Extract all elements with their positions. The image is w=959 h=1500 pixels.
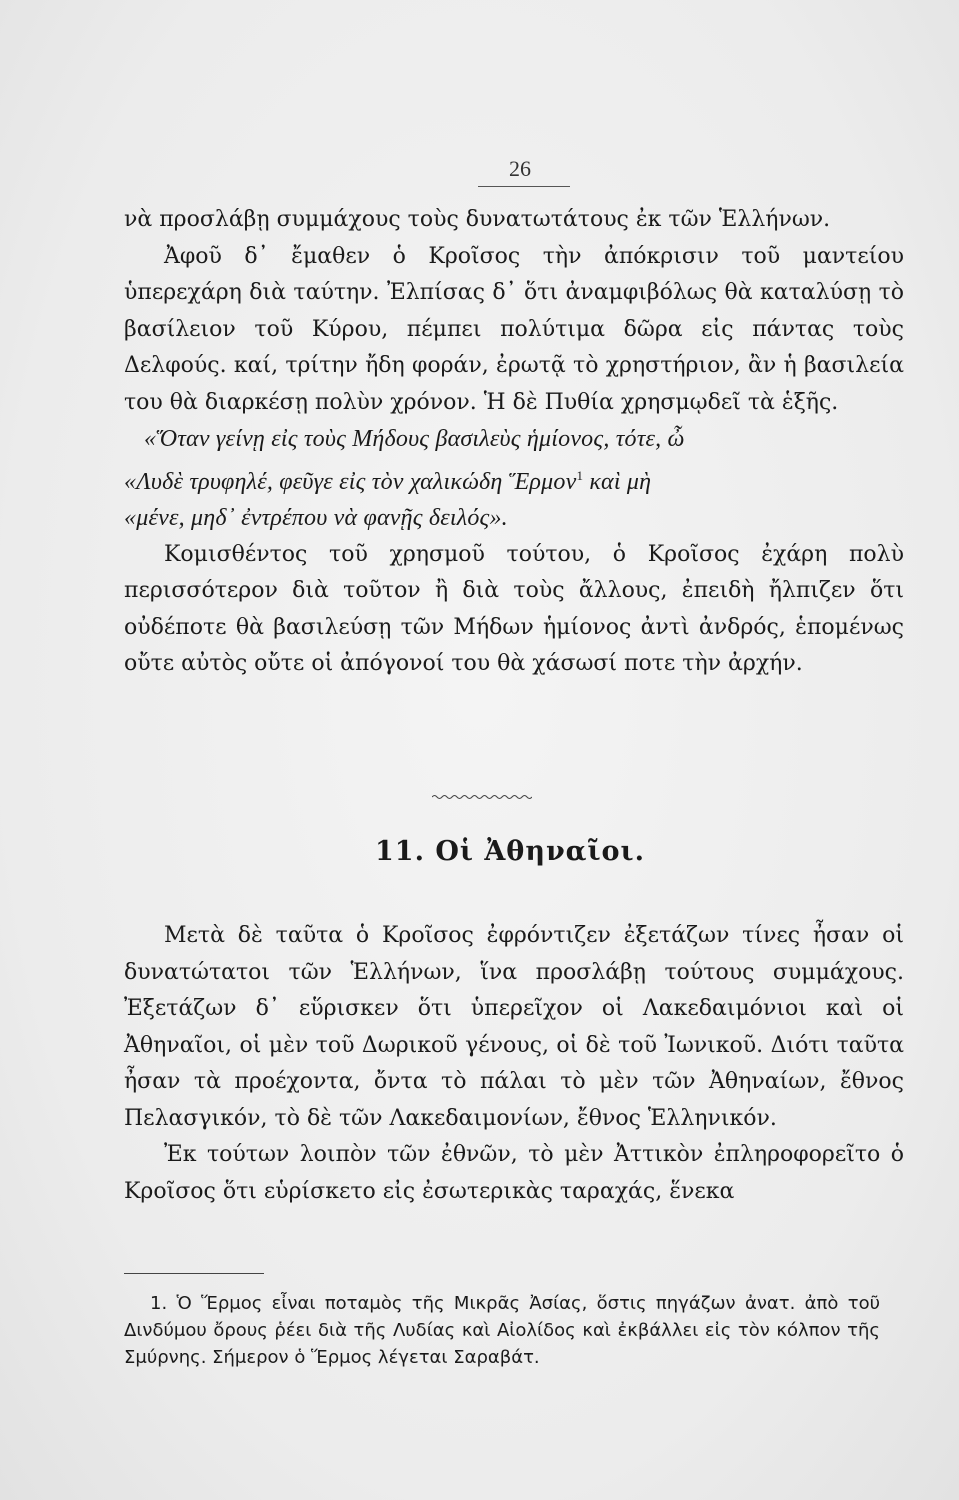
wavy-divider-ornament	[432, 793, 532, 801]
upper-text-block	[124, 202, 904, 683]
footnote-marker: 1	[576, 467, 584, 483]
oracle-line-2-text: «Λυδὲ τρυφηλέ, φεῦγε εἰς τὸν χαλικώδη Ἕρμον	[124, 468, 577, 495]
page-number: 26	[509, 156, 531, 181]
paragraph-attic-troubles: Ἐκ τούτων λοιπὸν τῶν ἐθνῶν, τὸ μὲν Ἀττικὸν ἐπληροφορεῖτο ὁ Κροῖσος ὅτι εὑρίσκετο εἰς ἐσωτερικὰς ταραχάς, ἕνεκα	[124, 1142, 904, 1204]
oracle-quote	[124, 421, 904, 537]
oracle-line-3: «μένε, μηδ᾽ ἐντρέπου νὰ φανῇς δειλός».	[124, 505, 508, 531]
paragraph-most-powerful-greeks: Μετὰ δὲ ταῦτα ὁ Κροῖσος ἐφρόντιζεν ἐξετάζων τίνες ἦσαν οἱ δυνατώτατοι τῶν Ἑλλήνων, ἵνα προσλάβῃ τούτους συμμάχους. Ἐξετάζων δ᾽ εὕρισκεν ὅτι ὑπερεῖχον οἱ Λακεδαιμόνιοι καὶ οἱ Ἀθηναῖοι, οἱ μὲν τοῦ Δωρικοῦ γένους, οἱ δὲ τοῦ Ἰωνικοῦ. Διότι ταῦτα ἦσαν τὰ προέχοντα, ὄντα τὸ πάλαι τὸ μὲν τῶν Ἀθηναίων, ἔθνος Πελασγικόν, τὸ δὲ τῶν Λακεδαιμονίων, ἔθνος Ἑλληνικόν.	[124, 923, 904, 1131]
footnote-1: 1. Ὁ Ἕρμος εἶναι ποταμὸς τῆς Μικρᾶς Ἀσίας, ὅστις πηγάζων ἀνατ. ἀπὸ τοῦ Δινδύμου ὄρους ῥέει διὰ τῆς Λυδίας καὶ Αἰολίδος καὶ ἐκβάλλει εἰς τὸν κόλπον τῆς Σμύρνης. Σήμερον ὁ Ἕρμος λέγεται Σαραβάτ.	[124, 1293, 880, 1368]
section-heading: 11. Οἱ Ἀθηναῖοι.	[375, 836, 645, 867]
section-text-block	[124, 918, 904, 1210]
footnote-rule	[124, 1273, 264, 1274]
oracle-line-2	[124, 458, 904, 501]
footnotes	[124, 1290, 880, 1371]
oracle-line-2-end: καὶ μὴ	[583, 468, 652, 495]
paragraph-croesus-rejoices: Κομισθέντος τοῦ χρησμοῦ τούτου, ὁ Κροῖσος ἐχάρη πολὺ περισσότερον διὰ τοῦτον ἢ διὰ τοὺς ἄλλους, ἐπειδὴ ἤλπιζεν ὅτι οὐδέποτε θὰ βασιλεύσῃ τῶν Μήδων ἡμίονος ἀντὶ ἀνδρός, ἑπομένως οὔτε αὐτὸς οὔτε οἱ ἀπόγονοί του θὰ χάσωσί ποτε τὴν ἀρχήν.	[124, 541, 904, 676]
paragraph-oracle-request: Ἀφοῦ δ᾽ ἔμαθεν ὁ Κροῖσος τὴν ἀπόκρισιν τοῦ μαντείου ὑπερεχάρη διὰ ταύτην. Ἐλπίσας δ᾽ ὅτι ἀναμφιβόλως θὰ καταλύσῃ τὸ βασίλειον τοῦ Κύρου, πέμπει πολύτιμα δῶρα εἰς πάντας τοὺς Δελφούς. καί, τρίτην ἤδη φοράν, ἐρωτᾷ τὸ χρηστήριον, ἂν ἡ βασιλεία του θὰ διαρκέσῃ πολὺν χρόνον. Ἡ δὲ Πυθία χρησμῳδεῖ τὰ ἑξῆς.	[124, 243, 904, 415]
page-number-rule	[478, 186, 570, 187]
continued-sentence: νὰ προσλάβῃ συμμάχους τοὺς δυνατωτάτους ἐκ τῶν Ἑλλήνων.	[124, 207, 831, 232]
oracle-line-1: «Ὅταν γείνῃ εἰς τοὺς Μήδους βασιλεὺς ἡμίονος, τότε, ὦ	[144, 426, 685, 452]
